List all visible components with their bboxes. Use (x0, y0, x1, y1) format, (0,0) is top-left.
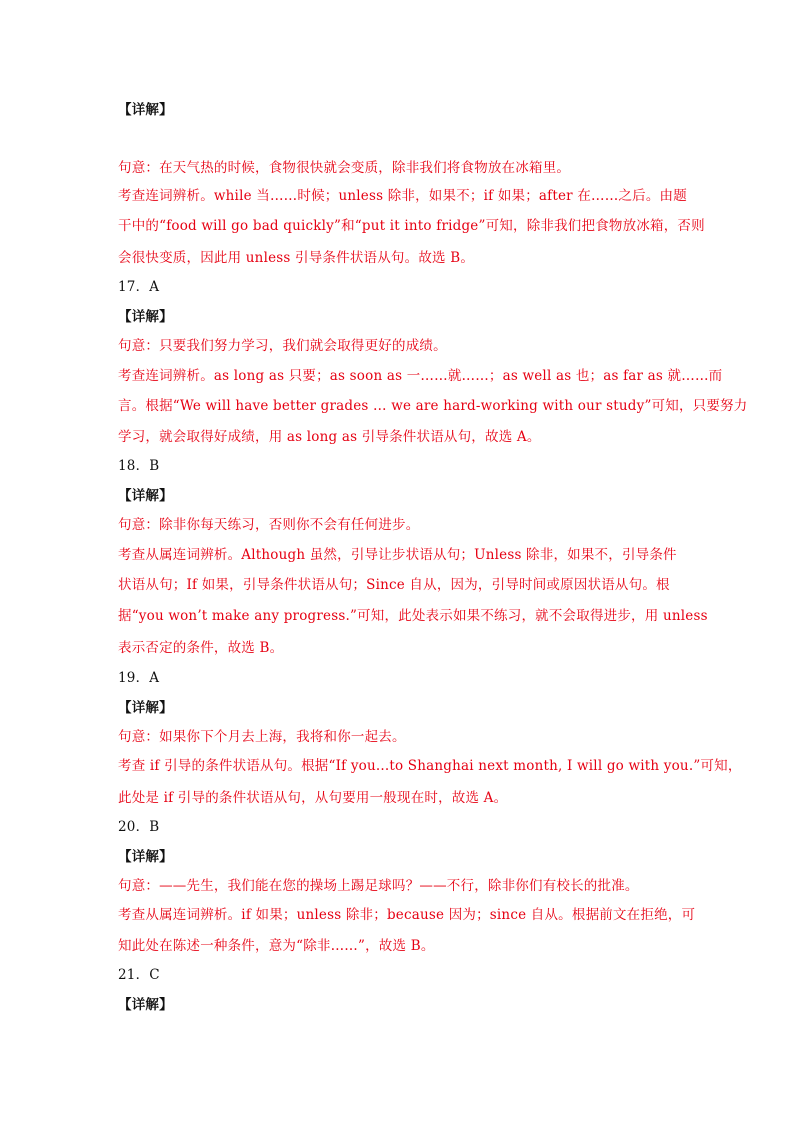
detail-heading: 【详解】 (118, 309, 173, 325)
detail-heading: 【详解】 (118, 997, 173, 1013)
explanation-line: 言。根据“We will have better grades … we are hard-working with our study”可知，只要努力 (118, 398, 748, 414)
explanation-line: 会很快变质，因此用 unless 引导条件状语从句。故选 B。 (118, 250, 475, 266)
answer-number: 21．C (118, 967, 160, 983)
detail-heading: 【详解】 (118, 700, 173, 716)
answer-number: 18．B (118, 458, 160, 474)
sentence-meaning: 句意：除非你每天练习，否则你不会有任何进步。 (118, 517, 420, 533)
answer-number: 19．A (118, 670, 160, 686)
sentence-meaning: 句意：只要我们努力学习，我们就会取得更好的成绩。 (118, 338, 447, 354)
explanation-line: 知此处在陈述一种条件，意为“除非……”，故选 B。 (118, 938, 435, 954)
explanation-line: 学习，就会取得好成绩，用 as long as 引导条件状语从句，故选 A。 (118, 429, 541, 445)
explanation-line: 考查连词辨析。as long as 只要；as soon as 一……就……；as well as 也；as far as 就……而 (118, 368, 723, 384)
explanation-line: 考查连词辨析。while 当……时候；unless 除非，如果不；if 如果；after 在……之后。由题 (118, 188, 687, 204)
sentence-meaning: 句意：——先生，我们能在您的操场上踢足球吗？——不行，除非你们有校长的批准。 (118, 878, 639, 894)
detail-heading: 【详解】 (118, 849, 173, 865)
explanation-line: 此处是 if 引导的条件状语从句，从句要用一般现在时，故选 A。 (118, 790, 508, 806)
detail-heading: 【详解】 (118, 488, 173, 504)
explanation-line: 干中的“food will go bad quickly”和“put it into fridge”可知，除非我们把食物放冰箱，否则 (118, 218, 705, 234)
sentence-meaning: 句意：如果你下个月去上海，我将和你一起去。 (118, 729, 406, 745)
explanation-line: 考查从属连词辨析。if 如果；unless 除非；because 因为；since 自从。根据前文在拒绝，可 (118, 907, 696, 923)
answer-number: 20．B (118, 819, 160, 835)
explanation-line: 状语从句；If 如果，引导条件状语从句；Since 自从，因为，引导时间或原因状语从句。根 (118, 577, 670, 593)
explanation-line: 表示否定的条件，故选 B。 (118, 640, 284, 656)
sentence-meaning: 句意：在天气热的时候，食物很快就会变质，除非我们将食物放在冰箱里。 (118, 160, 571, 176)
answer-number: 17．A (118, 279, 160, 295)
detail-heading: 【详解】 (118, 102, 173, 118)
explanation-line: 考查从属连词辨析。Although 虽然，引导让步状语从句；Unless 除非，如果不，引导条件 (118, 547, 677, 563)
explanation-line: 据“you won’t make any progress.”可知，此处表示如果不练习，就不会取得进步，用 unless (118, 608, 708, 624)
explanation-line: 考查 if 引导的条件状语从句。根据“If you...to Shanghai next month, I will go with you.”可知， (118, 758, 742, 774)
